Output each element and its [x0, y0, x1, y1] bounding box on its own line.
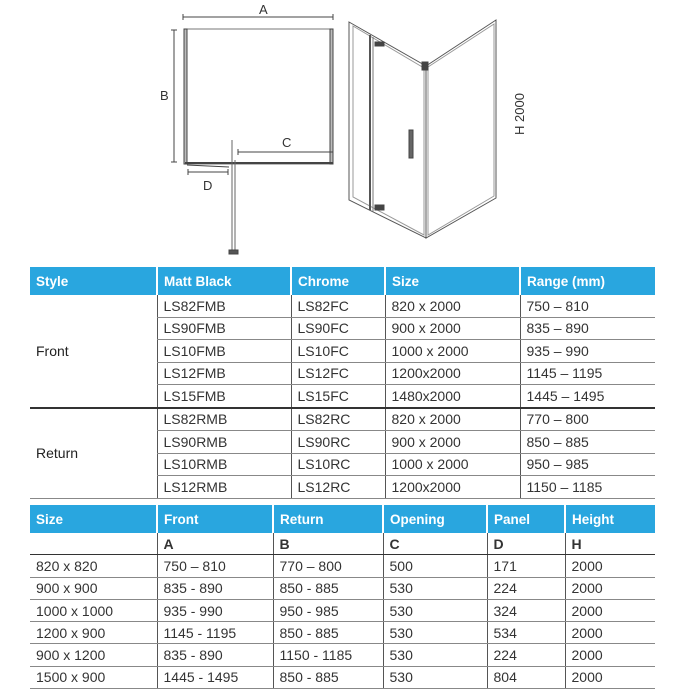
header-height: Height [565, 505, 655, 533]
table-cell: C [383, 533, 487, 555]
table-cell: 850 - 885 [273, 666, 383, 688]
table-cell: LS15FC [291, 385, 385, 408]
table-cell: LS10RMB [157, 453, 291, 476]
table-cell: 804 [487, 666, 565, 688]
table-cell: 2000 [565, 666, 655, 688]
table-cell: D [487, 533, 565, 555]
table-cell: 850 – 885 [520, 431, 655, 454]
table-cell: 2000 [565, 599, 655, 621]
table-cell: 820 x 2000 [385, 408, 520, 431]
table-row [30, 577, 655, 599]
product-codes-table [30, 267, 655, 499]
table-cell: 1150 - 1185 [273, 644, 383, 666]
table-cell: LS12RMB [157, 476, 291, 499]
dimension-label-b: B [160, 88, 169, 103]
enclosure-diagram [0, 0, 684, 262]
table-cell: 900 x 1200 [30, 644, 157, 666]
plan-view [171, 14, 333, 254]
table-cell: LS12FC [291, 362, 385, 385]
table-cell: 820 x 2000 [385, 295, 520, 317]
table-cell: 1145 – 1195 [520, 362, 655, 385]
table-cell: 530 [383, 599, 487, 621]
table-cell: 1200x2000 [385, 362, 520, 385]
table-cell: 1500 x 900 [30, 666, 157, 688]
table-row [30, 408, 655, 431]
table-cell: 935 - 990 [157, 599, 273, 621]
table-cell: 1445 – 1495 [520, 385, 655, 408]
table-cell: 850 - 885 [273, 622, 383, 644]
dimension-label-d: D [203, 178, 213, 193]
table-cell: LS82RMB [157, 408, 291, 431]
table-cell: 530 [383, 666, 487, 688]
header-size: Size [385, 267, 520, 295]
table-cell: 534 [487, 622, 565, 644]
table-cell: 950 - 985 [273, 599, 383, 621]
table-cell: 770 – 800 [273, 555, 383, 577]
header-panel: Panel [487, 505, 565, 533]
table-cell: LS15FMB [157, 385, 291, 408]
table-cell: 1480x2000 [385, 385, 520, 408]
header-style: Style [30, 267, 157, 295]
header-chrome: Chrome [291, 267, 385, 295]
style-cell-return: Return [30, 408, 157, 499]
table-cell: 1200x2000 [385, 476, 520, 499]
perspective-view [349, 20, 496, 238]
table-cell: 224 [487, 644, 565, 666]
table-cell: 835 - 890 [157, 644, 273, 666]
table-cell: 900 x 900 [30, 577, 157, 599]
table-row [30, 295, 655, 317]
table-cell: LS90RMB [157, 431, 291, 454]
table-cell: 530 [383, 577, 487, 599]
table-cell: LS90FMB [157, 317, 291, 340]
header-opening: Opening [383, 505, 487, 533]
table-cell: 750 – 810 [157, 555, 273, 577]
table-cell: LS82RC [291, 408, 385, 431]
table-cell: 1000 x 2000 [385, 340, 520, 363]
sizes-table [30, 505, 655, 689]
table-cell: LS82FMB [157, 295, 291, 317]
table-row [30, 666, 655, 688]
table-cell: LS10RC [291, 453, 385, 476]
style-cell-front: Front [30, 295, 157, 408]
codes-header-row [30, 267, 655, 295]
table-cell: 530 [383, 622, 487, 644]
header-front: Front [157, 505, 273, 533]
table-row [30, 555, 655, 577]
table-cell: LS12FMB [157, 362, 291, 385]
table-cell: LS10FC [291, 340, 385, 363]
table-cell: B [273, 533, 383, 555]
table-row [30, 644, 655, 666]
table-cell: 2000 [565, 577, 655, 599]
table-cell: LS12RC [291, 476, 385, 499]
table-cell: 835 – 890 [520, 317, 655, 340]
table-cell: 835 - 890 [157, 577, 273, 599]
sizes-header-row [30, 505, 655, 533]
table-cell: 171 [487, 555, 565, 577]
table-cell: 324 [487, 599, 565, 621]
table-row [30, 622, 655, 644]
table-cell: 500 [383, 555, 487, 577]
table-cell: 820 x 820 [30, 555, 157, 577]
table-cell: LS90RC [291, 431, 385, 454]
table-cell: 1445 - 1495 [157, 666, 273, 688]
dimension-label-a: A [259, 2, 268, 17]
dimension-letters-row [30, 533, 655, 555]
table-cell: 750 – 810 [520, 295, 655, 317]
header-size: Size [30, 505, 157, 533]
table-cell: 900 x 2000 [385, 317, 520, 340]
table-cell: LS82FC [291, 295, 385, 317]
table-cell: LS10FMB [157, 340, 291, 363]
header-range: Range (mm) [520, 267, 655, 295]
table-cell: 900 x 2000 [385, 431, 520, 454]
table-cell: 530 [383, 644, 487, 666]
table-cell: LS90FC [291, 317, 385, 340]
table-row [30, 599, 655, 621]
table-cell: H [565, 533, 655, 555]
table-cell: 224 [487, 577, 565, 599]
table-cell: 2000 [565, 555, 655, 577]
table-cell [30, 533, 157, 555]
table-cell: 770 – 800 [520, 408, 655, 431]
table-cell: A [157, 533, 273, 555]
table-cell: 1000 x 1000 [30, 599, 157, 621]
table-cell: 950 – 985 [520, 453, 655, 476]
table-cell: 1145 - 1195 [157, 622, 273, 644]
height-label: H 2000 [512, 93, 527, 135]
table-cell: 1150 – 1185 [520, 476, 655, 499]
table-cell: 1200 x 900 [30, 622, 157, 644]
table-cell: 2000 [565, 644, 655, 666]
table-cell: 2000 [565, 622, 655, 644]
header-matt-black: Matt Black [157, 267, 291, 295]
table-cell: 1000 x 2000 [385, 453, 520, 476]
table-cell: 850 - 885 [273, 577, 383, 599]
header-return: Return [273, 505, 383, 533]
dimension-label-c: C [282, 135, 292, 150]
table-cell: 935 – 990 [520, 340, 655, 363]
